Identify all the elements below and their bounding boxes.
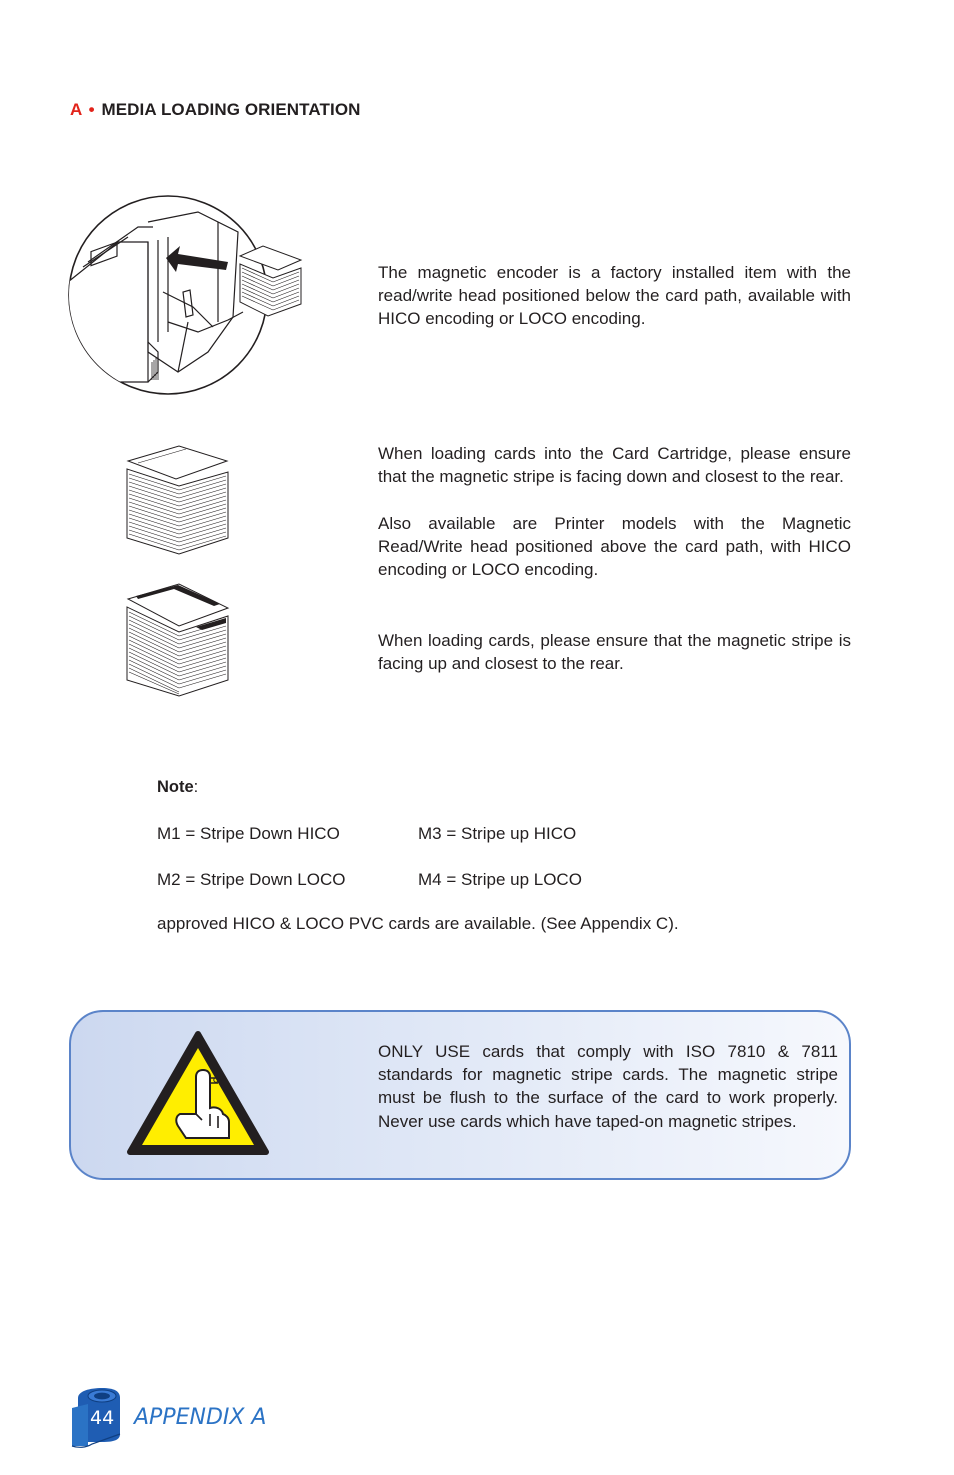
card-stack-stripe-up-illustration xyxy=(124,582,232,698)
page-number: 44 xyxy=(90,1407,115,1429)
section-separator: • xyxy=(88,100,95,119)
loading-stripe-up-paragraph: When loading cards, please ensure that the magnetic stripe is facing up and closest to the rear. xyxy=(378,631,851,674)
warning-pointing-hand-icon xyxy=(126,1030,270,1158)
section-letter: A xyxy=(70,100,82,119)
caution-text: ONLY USE cards that comply with ISO 7810 & 7811 standards for magnetic stripe cards. The magnetic stripe must be flush to the surface of the card to work properly. Never use cards which have taped-on magnetic stripes. xyxy=(378,1042,838,1131)
card-stack-stripe-down-illustration xyxy=(124,444,232,556)
note-m1: M1 = Stripe Down HICO xyxy=(157,824,340,843)
printer-loading-illustration xyxy=(68,192,308,402)
appendix-label: APPENDIX A xyxy=(134,1405,267,1430)
note-m3: M3 = Stripe up HICO xyxy=(418,824,577,843)
note-label: Note: xyxy=(157,778,199,796)
note-m2: M2 = Stripe Down LOCO xyxy=(157,870,346,889)
section-title: MEDIA LOADING ORIENTATION xyxy=(101,100,361,119)
section-heading xyxy=(70,100,361,120)
note-m4: M4 = Stripe up LOCO xyxy=(418,870,582,889)
also-available-paragraph: Also available are Printer models with the Magnetic Read/Write head positioned above the card path, with HICO encoding or LOCO encoding. xyxy=(378,514,851,580)
encoder-paragraph: The magnetic encoder is a factory installed item with the read/write head positioned below the card path, available with HICO encoding or LOCO encoding. xyxy=(378,263,851,329)
loading-stripe-down-paragraph: When loading cards into the Card Cartridge, please ensure that the magnetic stripe is facing down and closest to the rear. xyxy=(378,444,851,487)
note-approved-cards: approved HICO & LOCO PVC cards are available. (See Appendix C). xyxy=(157,914,679,933)
